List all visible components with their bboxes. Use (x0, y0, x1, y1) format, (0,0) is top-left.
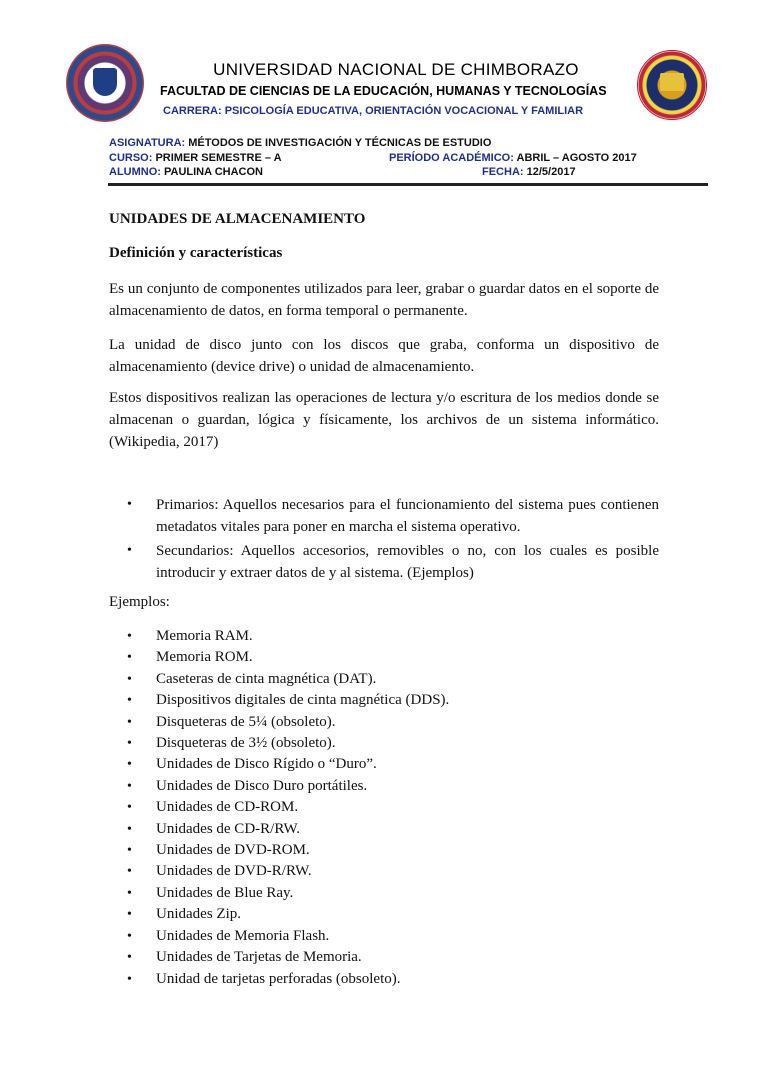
university-name: UNIVERSIDAD NACIONAL DE CHIMBORAZO (213, 60, 579, 79)
subject-label: ASIGNATURA: (109, 137, 186, 149)
list-item: • Memoria RAM. (127, 626, 449, 647)
list-item: • Unidades de Disco Duro portátiles. (127, 776, 449, 797)
subject-line (109, 137, 491, 149)
student-label: ALUMNO: (109, 166, 161, 178)
header-divider (108, 183, 708, 186)
date-line (482, 166, 576, 178)
list-item: • Unidades de Disco Rígido o “Duro”. (127, 754, 449, 775)
list-item: • Unidades de Memoria Flash. (127, 926, 449, 947)
period-line (389, 152, 637, 164)
list-item: • Disqueteras de 3½ (obsoleto). (127, 733, 449, 754)
list-item: • Unidades de CD-R/RW. (127, 819, 449, 840)
list-item: • Primarios: Aquellos necesarios para el funcionamiento del sistema pues contienen metadatos vitales para poner en marcha el sistema operativo. (127, 494, 659, 538)
course-value: PRIMER SEMESTRE – A (155, 152, 282, 164)
list-item: • Secundarios: Aquellos accesorios, removibles o no, con los cuales es posible introducir y extraer datos de y al sistema. (Ejemplos) (127, 540, 659, 584)
faculty-name: FACULTAD DE CIENCIAS DE LA EDUCACIÓN, HUMANAS Y TECNOLOGÍAS (160, 84, 607, 98)
paragraph-operations: Estos dispositivos realizan las operaciones de lectura y/o escritura de los medios donde se almacenan o guardan, lógica y físicamente, los archivos de un sistema informático. (Wikipedia, 2017) (109, 390, 659, 450)
university-seal-logo (66, 44, 144, 122)
date-label: FECHA: (482, 166, 524, 178)
list-item: • Unidad de tarjetas perforadas (obsoleto). (127, 969, 449, 990)
storage-types-list (127, 494, 659, 586)
list-item: • Memoria ROM. (127, 647, 449, 668)
list-item: • Unidades de CD-ROM. (127, 797, 449, 818)
list-item: • Caseteras de cinta magnética (DAT). (127, 669, 449, 690)
career-name: CARRERA: PSICOLOGÍA EDUCATIVA, ORIENTACIÓN VOCACIONAL Y FAMILIAR (163, 105, 584, 117)
list-item: • Disqueteras de 5¼ (obsoleto). (127, 712, 449, 733)
document-title: UNIDADES DE ALMACENAMIENTO (109, 211, 366, 227)
paragraph-definition: Es un conjunto de componentes utilizados para leer, grabar o guardar datos en el soporte de almacenamiento de datos, en forma temporal o permanente. (109, 281, 659, 319)
course-line (109, 152, 282, 164)
student-value: PAULINA CHACON (164, 166, 263, 178)
subject-value: MÉTODOS DE INVESTIGACIÓN Y TÉCNICAS DE ESTUDIO (188, 137, 492, 149)
date-value: 12/5/2017 (526, 166, 576, 178)
list-item: • Unidades de Blue Ray. (127, 883, 449, 904)
list-item: • Unidades de Tarjetas de Memoria. (127, 947, 449, 968)
list-item: • Dispositivos digitales de cinta magnética (DDS). (127, 690, 449, 711)
period-label: PERÍODO ACADÉMICO: (389, 152, 514, 164)
student-line (109, 166, 263, 178)
list-item: • Unidades Zip. (127, 904, 449, 925)
list-item: • Unidades de DVD-R/RW. (127, 861, 449, 882)
period-value: ABRIL – AGOSTO 2017 (516, 152, 637, 164)
section-subtitle: Definición y características (109, 245, 283, 261)
course-label: CURSO: (109, 152, 153, 164)
examples-list (127, 626, 449, 990)
list-item: • Unidades de DVD-ROM. (127, 840, 449, 861)
paragraph-disk-unit: La unidad de disco junto con los discos que graba, conforma un dispositivo de almacenamiento (device drive) o unidad de almacenamiento. (109, 337, 659, 375)
examples-label: Ejemplos: (109, 594, 170, 610)
